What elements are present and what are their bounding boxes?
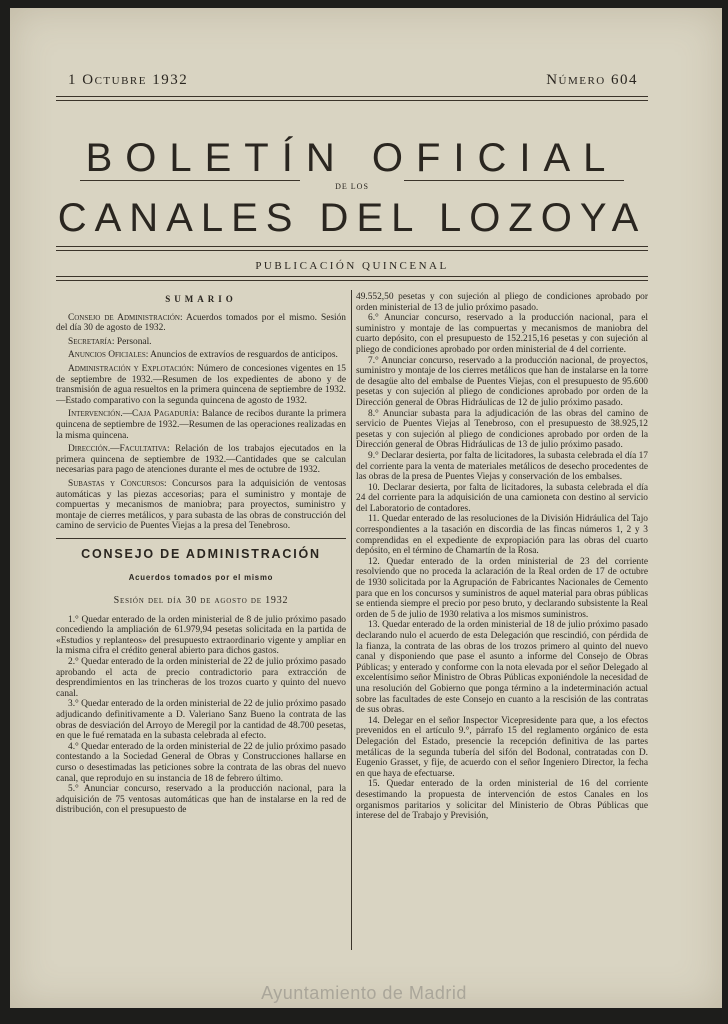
sumario-entry-label: Anuncios Oficiales:: [68, 350, 149, 361]
sumario-entry-text: Personal.: [114, 336, 152, 347]
right-column: [356, 292, 648, 964]
acuerdo-item: 14. Delegar en el señor Inspector Vicepresidente para que, a los efectos prevenidos en el artículo 9.°, párrafo 15 del reglamento orgánico de esta Delegación del Estado, presencie la recepción definitiva de las partes metálicas de la segunda tubería del sifón del Bodonal, contratadas con D. Eugenio Grasset, y fije, de acuerdo con el señor Ingeniero Director, la fecha en que haya de efectuarse.: [356, 715, 648, 779]
issue-date: 1 Octubre 1932: [68, 72, 189, 88]
acuerdo-item: 10. Declarar desierta, por falta de licitadores, la subasta celebrada el día 24 del corriente para la adquisición de una camioneta con destino al servicio del Laboratorio de contadores.: [356, 482, 648, 514]
section-rule: [56, 538, 346, 539]
acuerdo-item: 5.° Anunciar concurso, reservado a la producción nacional, para la adquisición de 75 ventosas automáticas que han de instalarse en la red de distribución, con el presupuesto de: [56, 784, 346, 816]
sumario-entry-text: Concursos para la adquisición de ventosas automáticas y las piezas accesorias; para el suministro y montaje de compuertas y mecanismos de maniobra; para proyectos, suministro y montaje de cierres metálicos, y para subasta de las obras de construcción del camino de servicio de Puentes Viejas a la presa del Tenebroso.: [56, 478, 346, 532]
rule-mid-2: [56, 250, 648, 251]
sumario-entry-label: Dirección.—Facultativa:: [68, 444, 170, 455]
column-divider: [351, 290, 352, 950]
sumario-entry-text: Balance de recibos durante la primera quincena de septiembre de 1932.—Resumen de las operaciones realizadas en la misma quincena.: [56, 409, 346, 441]
rule-top-2: [56, 100, 648, 101]
section-subtitle: Acuerdos tomados por el mismo: [128, 573, 274, 583]
sumario-entry: [56, 409, 346, 441]
publication-frequency: PUBLICACIÓN QUINCENAL: [255, 260, 449, 272]
sumario-entry: [56, 337, 346, 348]
acuerdo-item: 4.° Quedar enterado de la orden ministerial de 22 de julio próximo pasado contestando a la Sociedad General de Obras y Construcciones hallarse en curso o desestimadas las peticiones sobre la contrata de las obras del nuevo canal, que reprodujo en su instancia de 18 de febrero último.: [56, 741, 346, 784]
rule-under-subtitle-2: [56, 280, 648, 281]
sumario-entry-label: Administración y Explotación:: [68, 363, 195, 374]
acuerdo-item-continued: 49.552,50 pesetas y con sujeción al pliego de condiciones aprobado por orden ministerial de 13 de julio próximo pasado.: [356, 292, 648, 313]
acuerdo-item: 12. Quedar enterado de la orden ministerial de 23 del corriente resolviendo que no proceda la aclaración de la Real orden de 17 de octubre de 1930 solicitada por la Agrupación de Fabricantes Nacionales de Cemento para que en los concursos y suministros de aquel material para obras públicas se entienda siempre el precio por peso bruto, y declarando subsistente la Real orden de 5 de julio de 1930 relativa a los mismos suministros.: [356, 556, 648, 620]
issue-number: Número 604: [546, 72, 638, 88]
rule-connector-right: [404, 180, 624, 181]
sumario-entry: [56, 350, 346, 361]
title-canales-del-lozoya: CANALES DEL LOZOYA: [57, 196, 647, 240]
sumario-entry-text: Relación de los trabajos ejecutados en la primera quincena de septiembre de 1932.—Cantidades que se calculan necesarias para pago de atenciones durante el mes de octubre de 1932.: [56, 444, 346, 476]
rule-connector-left: [80, 180, 300, 181]
sumario-heading: SUMARIO: [165, 294, 237, 304]
rule-mid: [56, 246, 648, 247]
acuerdo-item: 3.° Quedar enterado de la orden ministerial de 22 de julio próximo pasado adjudicando definitivamente a D. Valeriano Sanz Bueno la contrata de las obras de desviación del Arroyo de Meregil por la cantidad de 48.700 pesetas, en que le fué rematada en la subasta celebrada al efecto.: [56, 699, 346, 742]
sumario-entry-label: Subastas y Concursos:: [68, 478, 167, 489]
sumario-entry-text: Acuerdos tomados por el mismo. Sesión del día 30 de agosto de 1932.: [56, 312, 346, 334]
sumario-entry-text: Anuncios de extravíos de resguardos de anticipos.: [148, 350, 338, 361]
session-date: Sesión del día 30 de agosto de 1932: [113, 595, 289, 607]
sumario-entry: [56, 444, 346, 476]
sumario-entry-label: Secretaría:: [68, 336, 115, 347]
sumario-entry: [56, 479, 346, 532]
sumario-entry-label: Consejo de Administración:: [68, 312, 183, 323]
watermark: Ayuntamiento de Madrid: [261, 983, 467, 1003]
acuerdo-item: 2.° Quedar enterado de la orden ministerial de 22 de julio próximo pasado aprobando el acta de precio contradictorio para extracción de desprendimientos en las trincheras de los trozos cuarto y quinto del nuevo canal.: [56, 657, 346, 699]
title-boletin-oficial: BOLETÍN OFICIAL: [85, 136, 619, 180]
left-column: [56, 292, 346, 968]
sumario-entry: [56, 364, 346, 406]
acuerdo-item: 9.° Declarar desierta, por falta de licitadores, la subasta celebrada el día 17 del corriente para la venta de materiales metálicos de desecho procedentes de las obras de la presa de Puentes Viejas y conservación de los embalses.: [356, 450, 648, 483]
sumario-entry-label: Intervención.—Caja Pagaduría:: [68, 409, 200, 420]
sumario-entry-text: Número de concesiones vigentes en 15 de septiembre de 1932.—Resumen de los expedientes de abono y de transmisión de agua resueltos en la primera quincena de septiembre de 1932.—Estado comparativo con la segunda quincena de agosto de 1932.: [56, 363, 346, 406]
section-title-consejo: CONSEJO DE ADMINISTRACIÓN: [81, 546, 321, 561]
acuerdo-item: 15. Quedar enterado de la orden ministerial de 16 del corriente desestimando la propuesta de intervención de estos Canales en los organismos paritarios y solicitar del Ministerio de Obras Públicas que interese del de Trabajo y Previsión,: [356, 779, 648, 822]
acuerdo-item: 8.° Anunciar subasta para la adjudicación de las obras del camino de servicio de Puentes Viejas al Tenebroso, con el presupuesto de 38.925,12 pesetas y con sujeción al pliego de condiciones aprobado por orden de la Dirección general de Obras Hidráulicas de 13 de julio próximo pasado.: [356, 408, 648, 451]
sumario-entry: [56, 313, 346, 334]
rule-top: [56, 96, 648, 97]
acuerdo-item: 7.° Anunciar concurso, reservado a la producción nacional, de proyectos, suministro y montaje de los cierres metálicos que han de instalarse en la torre de desagüe alto del embalse de Puentes Viejas, con el presupuesto de 95.600 pesetas y con sujeción al pliego de condiciones aprobado por orden de la Dirección general de Obras Hidráulicas de 12 de julio próximo pasado.: [356, 355, 648, 408]
newspaper-page: [10, 8, 722, 1008]
acuerdo-item: 1.° Quedar enterado de la orden ministerial de 8 de julio próximo pasado concediendo la ampliación de 61.979,94 pesetas solicitada en la partida de «Estudios y replanteos» del presupuesto extraordinario vigente y ampliar en la misma cifra el crédito general abierto para dichos gastos.: [56, 614, 346, 657]
masthead-dateline: [68, 72, 638, 94]
acuerdo-item: 6.° Anunciar concurso, reservado a la producción nacional, para el suministro y montaje de las compuertas y mecanismos de maniobra del cuarto depósito, con el presupuesto de 152.215,16 pesetas y con sujeción al pliego de condiciones aprobado por orden ministerial de 4 del corriente.: [356, 313, 648, 355]
title-connector: DE LOS: [335, 182, 369, 191]
acuerdo-item: 13. Quedar enterado de la orden ministerial de 18 de julio próximo pasado declarando nulo el acuerdo de esta Delegación que rescindió, con pérdida de la fianza, la contrata de las obras de los trozos primero al quinto del nuevo canal y disponiendo que pase el asunto a informe del Consejo de Obras Públicas; y enterado y conforme con la nota elevada por el señor Delegado al excelentísimo señor Ministro de Obras Públicas exponiéndole la necesidad de una resolución del Gobierno que ponga término a la indeterminación actual sobre las facultades de este Consejo en cuanto a la rescisión de las contratas de sus obras.: [356, 620, 648, 716]
rule-under-subtitle: [56, 276, 648, 277]
acuerdo-item: 11. Quedar enterado de las resoluciones de la División Hidráulica del Tajo correspondientes a la tasación en discordia de las fincas números 1, 2 y 3 comprendidas en el expediente de expropiación para las obras del cuarto depósito, en el término de Chamartín de la Rosa.: [356, 514, 648, 557]
